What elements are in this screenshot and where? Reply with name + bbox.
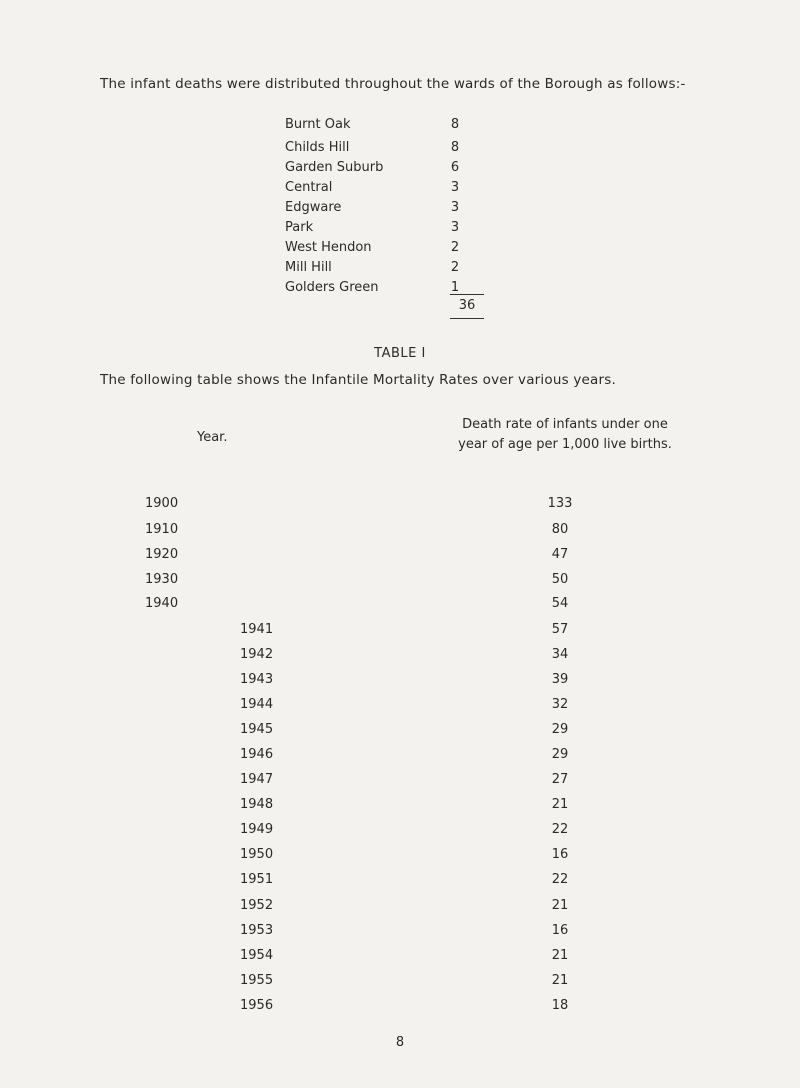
total-rule-bottom <box>450 318 484 319</box>
ward-row <box>285 220 485 240</box>
year-cell: 1950 <box>240 847 274 862</box>
ward-row <box>285 117 485 137</box>
ward-row <box>285 140 485 160</box>
page-number: 8 <box>395 1035 405 1050</box>
column-header-rate: Death rate of infants under one year of age per 1,000 live births. <box>458 417 672 452</box>
rate-cell: 32 <box>551 697 569 712</box>
ward-deaths: 8 <box>450 140 460 155</box>
year-cell: 1930 <box>145 572 179 587</box>
ward-row <box>285 240 485 260</box>
ward-name: Edgware <box>285 200 342 215</box>
year-cell: 1951 <box>240 872 274 887</box>
ward-row <box>285 200 485 220</box>
ward-row <box>285 180 485 200</box>
year-cell: 1955 <box>240 973 274 988</box>
table-description: The following table shows the Infantile Mortality Rates over various years. <box>100 372 616 388</box>
year-cell: 1947 <box>240 772 274 787</box>
intro-text: The infant deaths were distributed throughout the wards of the Borough as follows:- <box>100 76 686 92</box>
rate-cell: 57 <box>551 622 569 637</box>
ward-deaths: 8 <box>450 117 460 132</box>
rate-cell: 21 <box>551 973 569 988</box>
ward-row <box>285 260 485 280</box>
year-cell: 1943 <box>240 672 274 687</box>
ward-name: Childs Hill <box>285 140 350 155</box>
year-cell: 1954 <box>240 948 274 963</box>
year-cell: 1942 <box>240 647 274 662</box>
year-cell: 1948 <box>240 797 274 812</box>
year-cell: 1941 <box>240 622 274 637</box>
rate-cell: 16 <box>551 923 569 938</box>
rate-cell: 29 <box>551 747 569 762</box>
table-title: TABLE I <box>374 346 426 361</box>
rate-cell: 50 <box>551 572 569 587</box>
ward-name: Mill Hill <box>285 260 332 275</box>
year-cell: 1946 <box>240 747 274 762</box>
ward-row <box>285 160 485 180</box>
ward-deaths: 3 <box>450 200 460 215</box>
year-cell: 1940 <box>145 596 179 611</box>
year-cell: 1910 <box>145 522 179 537</box>
ward-deaths: 1 <box>450 280 460 295</box>
ward-name: Golders Green <box>285 280 379 295</box>
rate-cell: 27 <box>551 772 569 787</box>
ward-name: West Hendon <box>285 240 372 255</box>
ward-deaths: 6 <box>450 160 460 175</box>
ward-name: Park <box>285 220 314 235</box>
rate-cell: 29 <box>551 722 569 737</box>
ward-deaths: 3 <box>450 180 460 195</box>
total-rule-top <box>450 294 484 295</box>
year-cell: 1949 <box>240 822 274 837</box>
ward-deaths: 3 <box>450 220 460 235</box>
ward-name: Central <box>285 180 333 195</box>
year-cell: 1944 <box>240 697 274 712</box>
rate-cell: 22 <box>551 822 569 837</box>
ward-deaths: 2 <box>450 260 460 275</box>
ward-name: Burnt Oak <box>285 117 351 132</box>
rate-cell: 133 <box>547 496 573 511</box>
rate-cell: 18 <box>551 998 569 1013</box>
year-cell: 1945 <box>240 722 274 737</box>
year-cell: 1956 <box>240 998 274 1013</box>
ward-row <box>285 280 485 300</box>
rate-cell: 54 <box>551 596 569 611</box>
column-header-year: Year. <box>197 430 228 445</box>
year-cell: 1953 <box>240 923 274 938</box>
rate-cell: 21 <box>551 797 569 812</box>
rate-cell: 34 <box>551 647 569 662</box>
rate-cell: 16 <box>551 847 569 862</box>
rate-cell: 21 <box>551 898 569 913</box>
ward-name: Garden Suburb <box>285 160 384 175</box>
ward-total: 36 <box>458 298 476 313</box>
ward-deaths: 2 <box>450 240 460 255</box>
rate-cell: 39 <box>551 672 569 687</box>
rate-cell: 21 <box>551 948 569 963</box>
rate-cell: 22 <box>551 872 569 887</box>
year-cell: 1920 <box>145 547 179 562</box>
rate-cell: 80 <box>551 522 569 537</box>
year-cell: 1952 <box>240 898 274 913</box>
rate-cell: 47 <box>551 547 569 562</box>
year-cell: 1900 <box>145 496 179 511</box>
